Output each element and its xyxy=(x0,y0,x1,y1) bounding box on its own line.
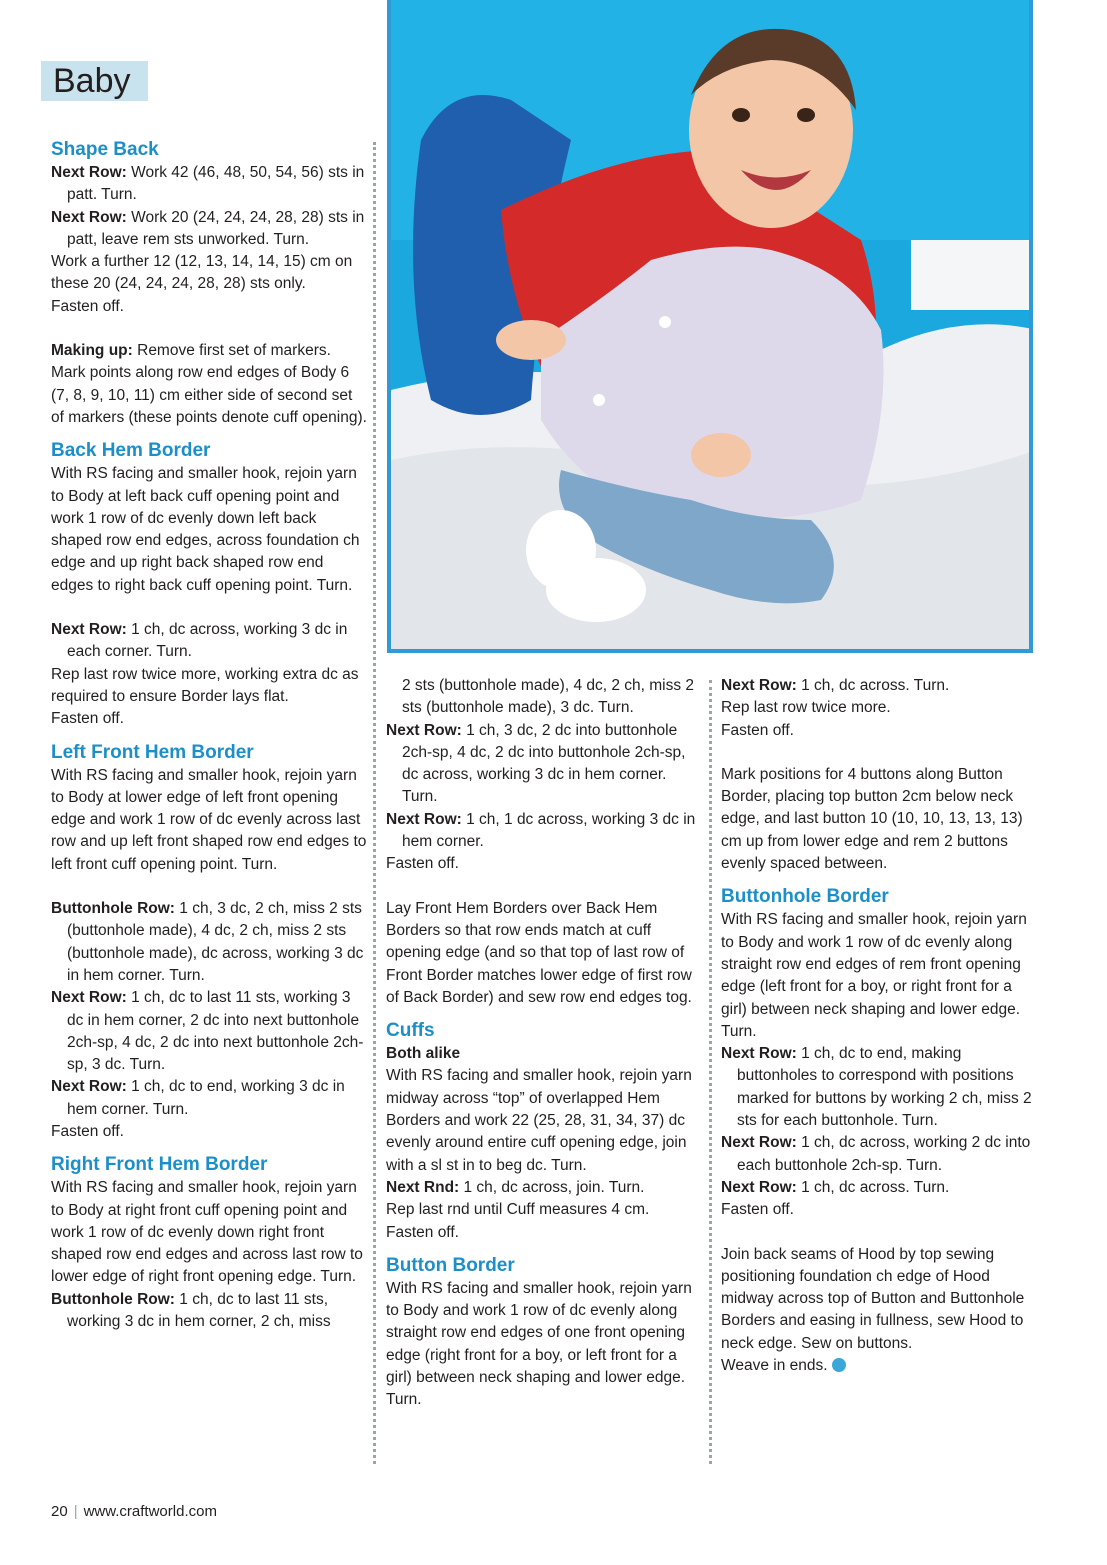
instruction: Next Row: 1 ch, dc across. Turn. xyxy=(721,1178,950,1196)
heading-right-front-hem-border: Right Front Hem Border xyxy=(51,1154,268,1176)
instruction: Next Row: 1 ch, 3 dc, 2 dc into buttonhole 2ch-sp, 4 dc, 2 dc into buttonhole 2ch-sp, dc across, working 3 dc in hem corner. Turn. xyxy=(386,721,686,806)
instruction: Next Row: Work 20 (24, 24, 24, 28, 28) sts in patt, leave rem sts unworked. Turn. xyxy=(51,208,365,248)
instruction: Mark positions for 4 buttons along Button Border, placing top button 2cm below neck edge, and last button 10 (10, 10, 13, 13, 13) cm up from lower edge and rem 2 buttons evenly spaced between. xyxy=(721,765,1023,873)
instruction: Fasten off. xyxy=(51,710,124,728)
instruction: Fasten off. xyxy=(386,855,459,873)
heading-left-front-hem-border: Left Front Hem Border xyxy=(51,741,254,763)
heading-back-hem-border: Back Hem Border xyxy=(51,440,211,462)
column-2 xyxy=(386,675,704,1412)
heading-button-border: Button Border xyxy=(386,1254,515,1276)
instruction: Making up: Remove first set of markers. Mark points along row end edges of Body 6 (7, 8, 9, 10, 11) cm either side of second set of markers (these points denote cuff opening). xyxy=(51,342,367,426)
instruction: Buttonhole Row: 1 ch, 3 dc, 2 ch, miss 2 sts (buttonhole made), 4 dc, 2 ch, miss 2 sts (buttonhole made), dc across, working 3 dc in hem corner. Turn. xyxy=(51,900,364,984)
footer-separator: | xyxy=(73,1503,78,1520)
instruction: Fasten off. xyxy=(386,1223,459,1241)
instruction: Fasten off. xyxy=(51,1122,124,1140)
instruction: Next Row: 1 ch, dc across. Turn. xyxy=(721,677,950,694)
instruction: Next Row: 1 ch, dc across, working 2 dc into each buttonhole 2ch-sp. Turn. xyxy=(721,1134,1031,1174)
column-1 xyxy=(51,138,369,1333)
column-divider xyxy=(373,142,376,1464)
page-footer xyxy=(51,1503,217,1520)
instruction: Rep last row twice more, working extra dc as required to ensure Border lays flat. xyxy=(51,665,359,705)
page-number: 20 xyxy=(51,1503,68,1520)
instruction: Fasten off. xyxy=(721,721,794,739)
section-tag: Baby xyxy=(41,61,148,101)
instruction: With RS facing and smaller hook, rejoin yarn to Body and work 1 row of dc evenly along straight row end edges of rem front opening edge (left front for a boy, or right front for a girl) between neck shaping and lower edge. Turn. xyxy=(721,911,1027,1040)
instruction: Next Row: 1 ch, dc to end, working 3 dc in hem corner. Turn. xyxy=(51,1078,345,1118)
column-3 xyxy=(721,675,1039,1377)
instruction: With RS facing and smaller hook, rejoin yarn midway across “top” of overlapped Hem Borders and work 22 (25, 28, 31, 34, 37) dc evenly around entire cuff opening edge, join with a sl st in to beg dc. Turn. xyxy=(386,1067,692,1174)
website-link[interactable]: www.craftworld.com xyxy=(83,1503,217,1520)
instruction: Fasten off. xyxy=(721,1201,794,1219)
instruction: Work a further 12 (12, 13, 14, 14, 15) cm on these 20 (24, 24, 24, 28, 28) sts only. xyxy=(51,253,353,293)
subheading-both-alike: Both alike xyxy=(386,1045,461,1063)
instruction: With RS facing and smaller hook, rejoin yarn to Body at left back cuff opening point and work 1 row of dc evenly down left back shaped row end edges, across foundation ch edge and up right back shaped row end edges to right back cuff opening point. Turn. xyxy=(51,465,360,594)
heading-shape-back: Shape Back xyxy=(51,139,159,160)
instruction: Next Row: 1 ch, dc to end, making buttonholes to correspond with positions marked for buttons by working 2 ch, miss 2 sts for each buttonhole. Turn. xyxy=(721,1045,1032,1130)
instruction: Next Row: 1 ch, dc to last 11 sts, working 3 dc in hem corner, 2 dc into next buttonhole 2ch-sp, 4 dc, 2 dc into next buttonhole 2ch-sp, 3 dc. Turn. xyxy=(51,989,364,1074)
baby-photo xyxy=(387,0,1033,653)
heading-cuffs: Cuffs xyxy=(386,1020,435,1042)
yarn-ball-icon xyxy=(832,1358,846,1372)
instruction: With RS facing and smaller hook, rejoin yarn to Body and work 1 row of dc evenly along straight row end edges of one front opening edge (right front for a boy, or left front for a girl) between neck shaping and lower edge. Turn. xyxy=(386,1279,692,1409)
instruction: Weave in ends. xyxy=(721,1355,1039,1377)
instruction: With RS facing and smaller hook, rejoin yarn to Body at right front cuff opening point and work 1 row of dc evenly down right front shaped row end edges and across last row to lower edge of right front opening edge. Turn. xyxy=(51,1179,363,1286)
instruction: 2 sts (buttonhole made), 4 dc, 2 ch, miss 2 sts (buttonhole made), 3 dc. Turn. xyxy=(402,677,695,717)
instruction: Lay Front Hem Borders over Back Hem Borders so that row ends match at cuff opening edge (and so that top of last row of Front Border matches lower edge of first row of Back Border) and sew row end edges tog. xyxy=(386,899,692,1006)
instruction: Rep last rnd until Cuff measures 4 cm. xyxy=(386,1201,650,1219)
instruction: Join back seams of Hood by top sewing positioning foundation ch edge of Hood midway across top of Button and Buttonhole Borders and easing in fullness, sew Hood to neck edge. Sew on buttons. xyxy=(721,1245,1025,1352)
instruction: Next Rnd: 1 ch, dc across, join. Turn. xyxy=(386,1178,645,1196)
heading-buttonhole-border: Buttonhole Border xyxy=(721,886,889,908)
instruction: Next Row: Work 42 (46, 48, 50, 54, 56) sts in patt. Turn. xyxy=(51,164,365,204)
instruction: Rep last row twice more. xyxy=(721,699,891,717)
instruction: Buttonhole Row: 1 ch, dc to last 11 sts, working 3 dc in hem corner, 2 ch, miss xyxy=(51,1290,331,1331)
column-divider xyxy=(709,680,712,1464)
instruction: Next Row: 1 ch, 1 dc across, working 3 dc in hem corner. xyxy=(386,810,696,851)
instruction: Fasten off. xyxy=(51,297,124,315)
instruction: With RS facing and smaller hook, rejoin yarn to Body at lower edge of left front opening edge and work 1 row of dc evenly across last row and up left front shaped row end edges to left front cuff opening point. Turn. xyxy=(51,766,367,873)
instruction: Next Row: 1 ch, dc across, working 3 dc in each corner. Turn. xyxy=(51,621,348,661)
